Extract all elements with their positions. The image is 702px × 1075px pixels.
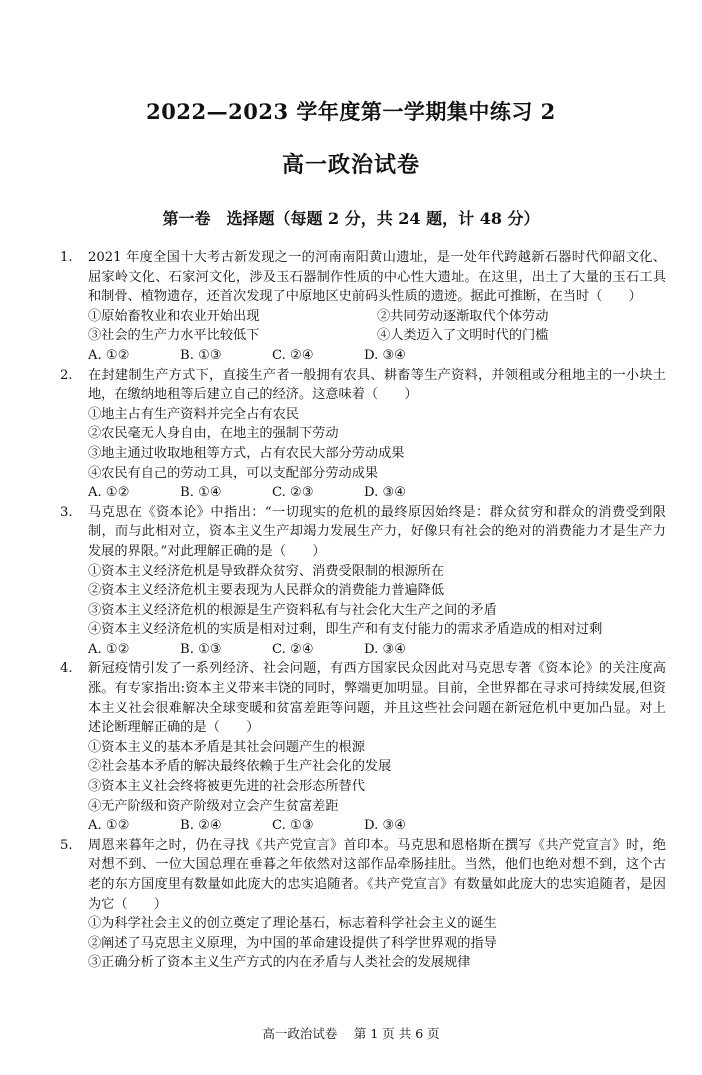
option: ④资本主义经济危机的实质是相对过剩，即生产和有支付能力的需求矛盾造成的相对过剩: [88, 622, 603, 638]
question-3: [54, 503, 666, 660]
option: ④人类迈入了文明时代的门槛: [377, 328, 549, 344]
option: ④无产阶级和资产阶级对立会产生贫富差距: [88, 798, 339, 814]
answer-choices: [88, 346, 666, 366]
answer-choice: D. ③④: [364, 485, 407, 501]
answer-choice: D. ③④: [364, 818, 407, 834]
answer-choice: A. ①②: [88, 485, 130, 501]
option: ②社会基本矛盾的解决最终依赖于生产社会化的发展: [88, 759, 392, 775]
option: ③正确分析了资本主义生产方式的内在矛盾与人类社会的发展规律: [88, 955, 471, 971]
option: ③社会的生产力水平比较低下: [88, 328, 260, 344]
question-number: 3.: [60, 504, 73, 520]
question-number: 5.: [60, 837, 73, 853]
option: ①资本主义的基本矛盾是其社会问题产生的根源: [88, 739, 365, 755]
answer-choices: [88, 640, 666, 660]
option: ②共同劳动逐渐取代个体劳动: [377, 308, 549, 324]
answer-choice: A. ①②: [88, 347, 130, 363]
options-row: [88, 307, 666, 327]
answer-choice: B. ②④: [180, 818, 222, 834]
question-1: [54, 248, 666, 366]
answer-choices: [88, 816, 666, 836]
answer-choice: A. ①②: [88, 641, 130, 657]
option: ③资本主义社会终将被更先进的社会形态所替代: [88, 779, 365, 795]
question-number: 2.: [60, 367, 73, 383]
answer-choices: [88, 483, 666, 503]
answer-choice: B. ①③: [180, 347, 222, 363]
question-2: [54, 366, 666, 503]
question-stem: 2021 年度全国十大考古新发现之一的河南南阳黄山遗址，是一处年代跨越新石器时代仰韶文化、屈家岭文化、石家河文化，涉及玉石器制作性质的中心性大遗址。在这里，出土了大量的玉石工具和制骨、植物遗存，还首次发现了中原地区史前码头性质的遗迹。据此可推断，在当时（ ）: [88, 250, 666, 305]
answer-choice: A. ①②: [88, 818, 130, 834]
option: ②资本主义经济危机主要表现为人民群众的消费能力普遍降低: [88, 583, 445, 599]
option: ①地主占有生产资料并完全占有农民: [88, 406, 299, 422]
answer-choice: C. ①③: [272, 818, 314, 834]
question-5: [54, 836, 666, 973]
answer-choice: D. ③④: [364, 641, 407, 657]
question-number: 4.: [60, 661, 73, 677]
question-number: 1.: [60, 250, 73, 265]
exam-title: 2022—2023 学年度第一学期集中练习 2: [146, 99, 556, 124]
exam-subtitle: 高一政治试卷: [281, 152, 420, 178]
question-stem: 在封建制生产方式下，直接生产者一般拥有农具、耕畜等生产资料，并领租或分租地主的一小块土地，在缴纳地租等后建立自己的经济。这意味着（ ）: [88, 367, 666, 403]
answer-choice: C. ②④: [272, 347, 314, 363]
question-stem: 马克思在《资本论》中指出：“一切现实的危机的最终原因始终是：群众贫穷和群众的消费受到限制，而与此相对立，资本主义生产却竭力发展生产力，好像只有社会的绝对的消费能力才是生产力发展的界限。”对此理解正确的是（ ）: [88, 504, 666, 559]
page-footer: 高一政治试卷 第 1 页 共 6 页: [262, 1026, 440, 1041]
section-heading: 第一卷 选择题（每题 2 分，共 24 题，计 48 分）: [162, 209, 540, 228]
answer-choice: D. ③④: [364, 347, 407, 363]
answer-choice: C. ②③: [272, 485, 314, 501]
options-row: [88, 326, 666, 346]
answer-choice: B. ①③: [180, 641, 222, 657]
question-stem: 周恩来暮年之时，仍在寻找《共产党宣言》首印本。马克思和恩格斯在撰写《共产党宣言》时，绝对想不到、一位大国总理在垂暮之年依然对这部作品牵肠挂肚。当然，他们也绝对想不到，这个古老的东方国度里有数量如此庞大的忠实追随者。《共产党宣言》有数量如此庞大的忠实追随者，是因为它（ ）: [88, 837, 666, 912]
option: ②农民毫无人身自由，在地主的强制下劳动: [88, 426, 339, 442]
answer-choice: C. ②④: [272, 641, 314, 657]
answer-choice: B. ①④: [180, 485, 222, 501]
question-stem: 新冠疫情引发了一系列经济、社会问题，有西方国家民众因此对马克思专著《资本论》的关注度高涨。有专家指出:资本主义带来丰饶的同时，弊端更加明显。目前，全世界都在寻求可持续发展,但资本主义社会很难解决全球变暖和贫富差距等问题，并且这些社会问题在新冠危机中更加凸显。对上述论断理解正确的是（ ）: [88, 661, 666, 736]
option: ②阐述了马克思主义原理，为中国的革命建设提供了科学世界观的指导: [88, 935, 497, 951]
option: ①为科学社会主义的创立奠定了理论基石，标志着科学社会主义的诞生: [88, 916, 497, 932]
option: ①资本主义经济危机是导致群众贫穷、消费受限制的根源所在: [88, 563, 445, 579]
option: ①原始畜牧业和农业开始出现: [88, 308, 260, 324]
option: ④农民有自己的劳动工具，可以支配部分劳动成果: [88, 465, 379, 481]
question-list: [54, 248, 666, 973]
option: ③资本主义经济危机的根源是生产资料私有与社会化大生产之间的矛盾: [88, 602, 497, 618]
question-4: [54, 659, 666, 835]
option: ③地主通过收取地租等方式，占有农民大部分劳动成果: [88, 445, 405, 461]
